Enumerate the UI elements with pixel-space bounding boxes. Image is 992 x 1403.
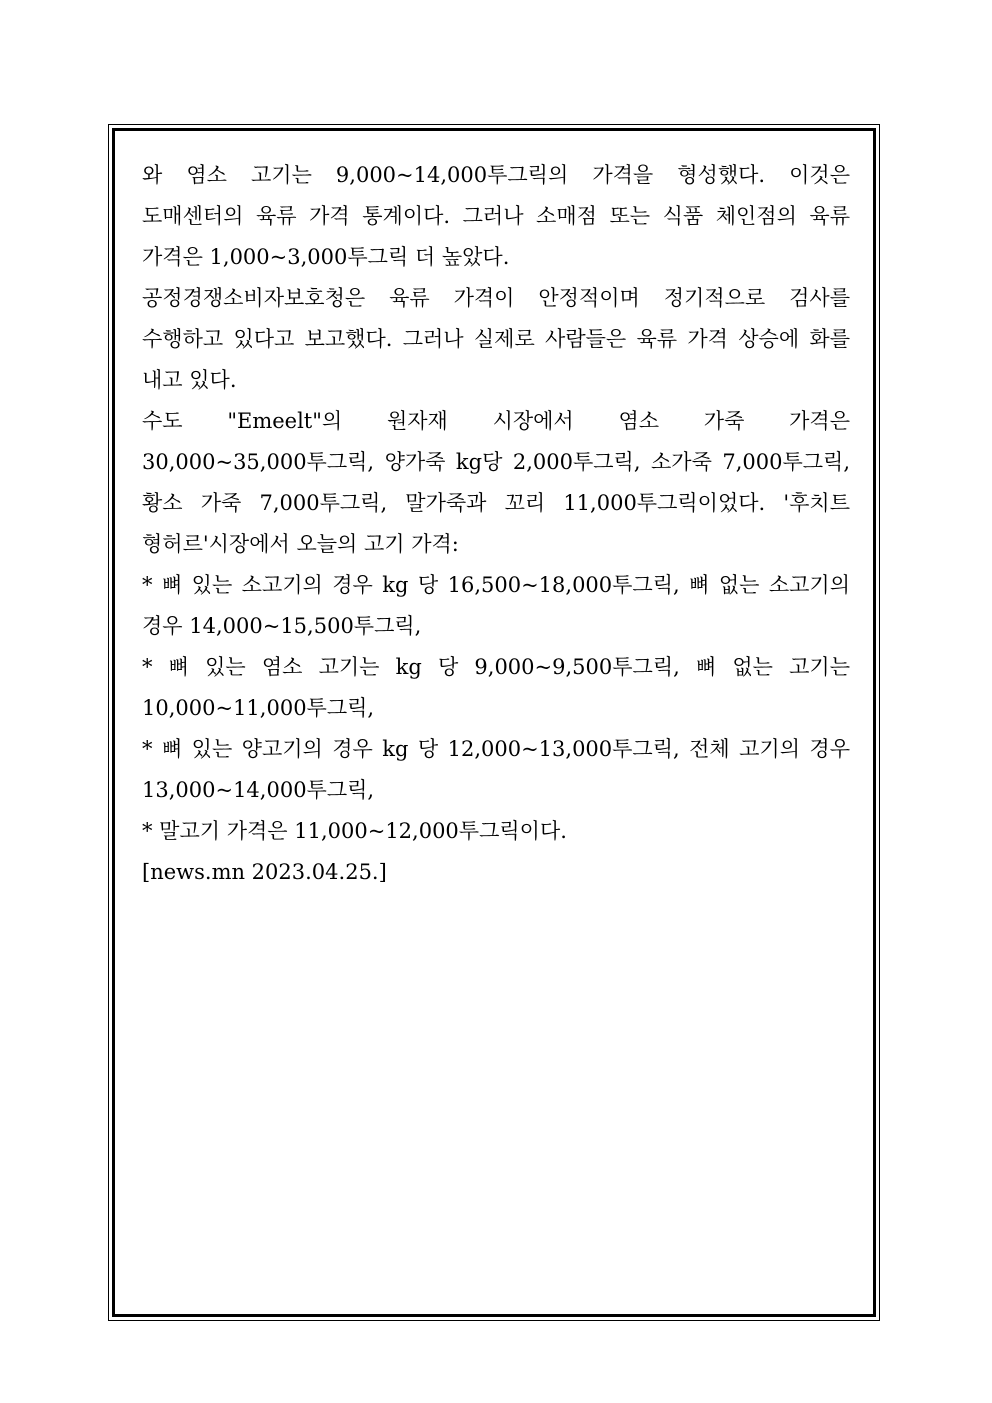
paragraph-consumer-agency: 공정경쟁소비자보호청은 육류 가격이 안정적이며 정기적으로 검사를 수행하고 있다고 보고했다. 그러나 실제로 사람들은 육류 가격 상승에 화를 내고 있다. [142, 286, 850, 392]
paragraph-hide-prices: 수도 "Emeelt"의 원자재 시장에서 염소 가죽 가격은 30,000~35,000투그릭, 양가죽 kg당 2,000투그릭, 소가죽 7,000투그릭, 황소 가죽 7,000투그릭, 말가죽과 꼬리 11,000투그릭이었다. '후치트 형허르'시장에서 오늘의 고기 가격: [142, 409, 850, 556]
paragraph-goat-meat-prices: 와 염소 고기는 9,000~14,000투그릭의 가격을 형성했다. 이것은 도매센터의 육류 가격 통계이다. 그러나 소매점 또는 식품 체인점의 육류 가격은 1,000~3,000투그릭 더 높았다. [142, 163, 850, 269]
list-item-mutton: * 뼈 있는 양고기의 경우 kg 당 12,000~13,000투그릭, 전체 고기의 경우 13,000~14,000투그릭, [142, 737, 850, 802]
document-body [142, 155, 850, 893]
list-item-beef: * 뼈 있는 소고기의 경우 kg 당 16,500~18,000투그릭, 뼈 없는 소고기의 경우 14,000~15,500투그릭, [142, 573, 850, 638]
source-citation: [news.mn 2023.04.25.] [142, 860, 387, 884]
list-item-goat: * 뼈 있는 염소 고기는 kg 당 9,000~9,500투그릭, 뼈 없는 고기는 10,000~11,000투그릭, [142, 655, 850, 720]
list-item-horse: * 말고기 가격은 11,000~12,000투그릭이다. [142, 819, 567, 843]
